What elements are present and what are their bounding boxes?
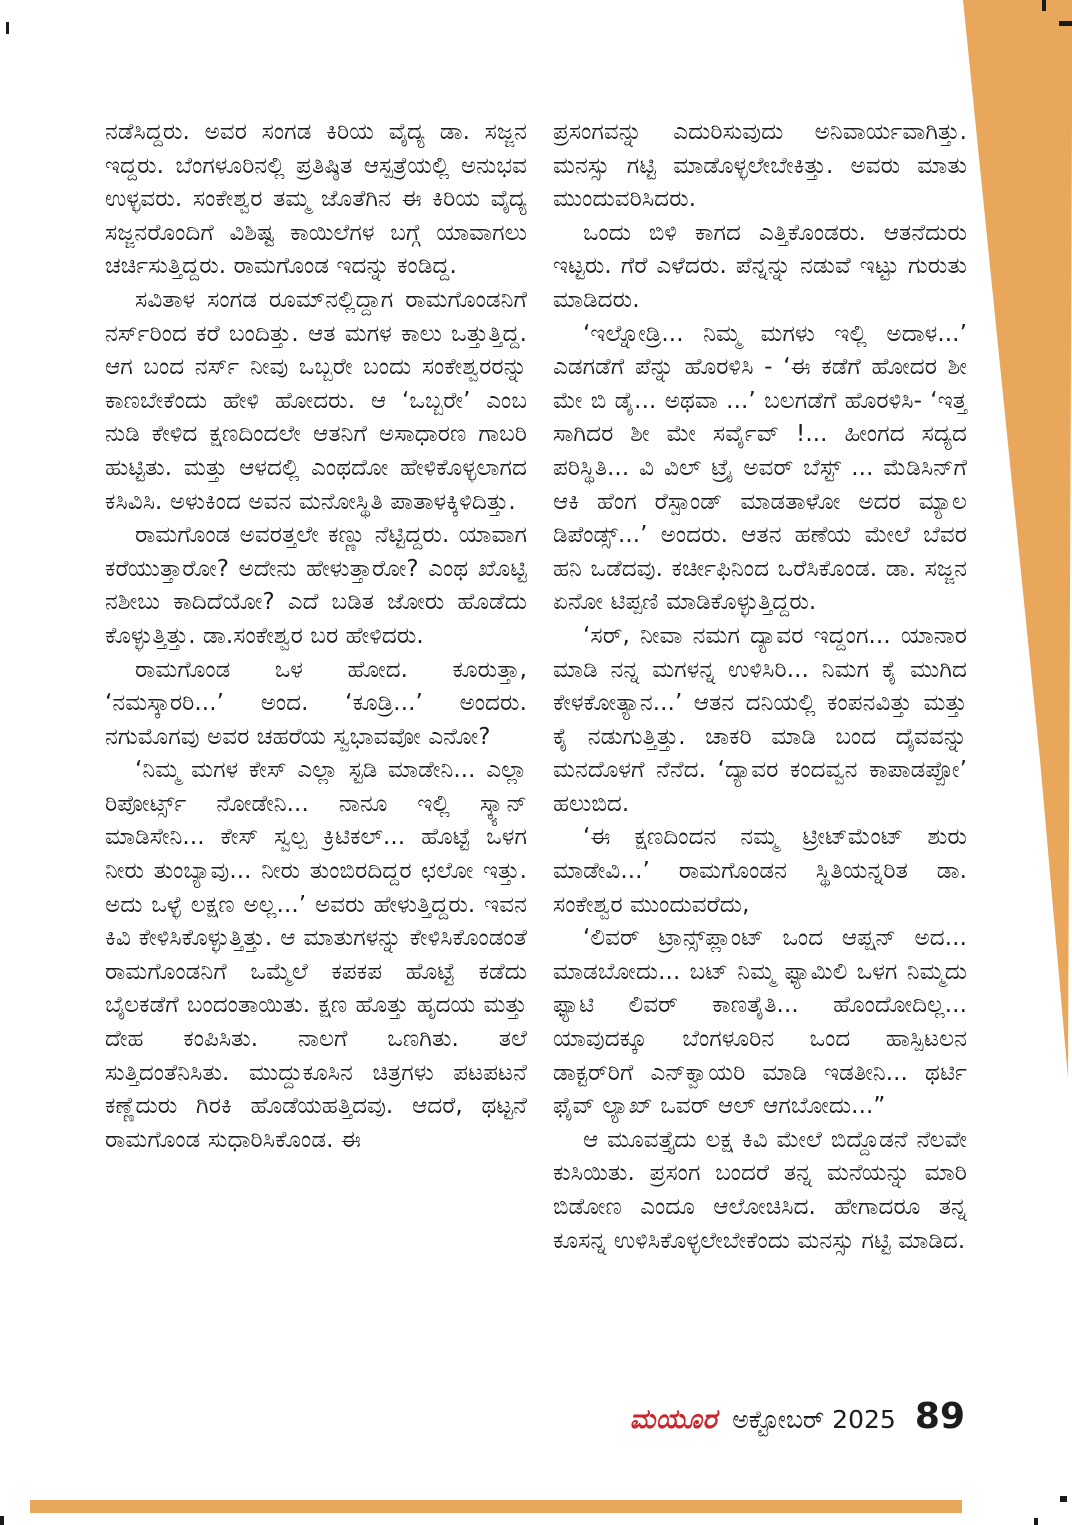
body-paragraph: ‘ನಿಮ್ಮ ಮಗಳ ಕೇಸ್ ಎಲ್ಲಾ ಸ್ಟಡಿ ಮಾಡೇನಿ... ಎಲ್ಲಾ ರಿಪೋರ್ಟ್ಸ್ ನೋಡೇನಿ... ನಾನೂ ಇಲ್ಲಿ ಸ್ಕ್ಯಾನ್ ಮಾಡಿಸೇನಿ... ಕೇಸ್ ಸ್ವಲ್ಪ ಕ್ರಿಟಿಕಲ್... ಹೊಟ್ಟೆ ಒಳಗ ನೀರು ತುಂಬ್ಯಾವು... ನೀರು ತುಂಬಿರದಿದ್ದರ ಛಲೋ ಇತ್ತು. ಅದು ಒಳ್ಳೆ ಲಕ್ಷಣ ಅಲ್ಲ...’ ಅವರು ಹೇಳುತ್ತಿದ್ದರು. ಇವನ ಕಿವಿ ಕೇಳಿಸಿಕೊಳ್ಳುತ್ತಿತ್ತು. ಆ ಮಾತುಗಳನ್ನು ಕೇಳಿಸಿಕೊಂಡಂತೆ ರಾಮಗೊಂಡನಿಗೆ ಒಮ್ಮೆಲೆ ಕಪಕಪ ಹೊಟ್ಟೆ ಕಡೆದು ಬೈಲಕಡೆಗೆ ಬಂದಂತಾಯಿತು. ಕ್ಷಣ ಹೊತ್ತು ಹೃದಯ ಮತ್ತು ದೇಹ ಕಂಪಿಸಿತು. ನಾಲಗೆ ಒಣಗಿತು. ತಲೆ ಸುತ್ತಿದಂತೆನಿಸಿತು. ಮುದ್ದುಕೂಸಿನ ಚಿತ್ರಗಳು ಪಟಪಟನೆ ಕಣ್ಣೆದುರು ಗಿರಕಿ ಹೊಡೆಯಹತ್ತಿದವು. ಆದರೆ, ಥಟ್ಟನೆ ರಾಮಗೊಂಡ ಸುಧಾರಿಸಿಕೊಂಡ. ಈ bbox=[105, 757, 527, 1153]
body-paragraph: ಪ್ರಸಂಗವನ್ನು ಎದುರಿಸುವುದು ಅನಿವಾರ್ಯವಾಗಿತ್ತು. ಮನಸ್ಸು ಗಟ್ಟಿ ಮಾಡೊಳ್ಳಲೇಬೇಕಿತ್ತು. ಅವರು ಮಾತು ಮುಂದುವರಿಸಿದರು. bbox=[553, 119, 967, 213]
page-number: 89 bbox=[914, 1396, 965, 1437]
body-paragraph: ‘ಇಲ್ನೋಡ್ರಿ... ನಿಮ್ಮ ಮಗಳು ಇಲ್ಲಿ ಅದಾಳ...’ ಎಡಗಡೆಗೆ ಪೆನ್ನು ಹೊರಳಿಸಿ - ‘ಈ ಕಡೆಗೆ ಹೋದರ ಶೀ ಮೇ ಬಿ ಡೈ... ಅಥವಾ ...’ ಬಲಗಡೆಗೆ ಹೊರಳಿಸಿ- ‘ಇತ್ತ ಸಾಗಿದರ ಶೀ ಮೇ ಸರ್ವೈವ್ !... ಹೀಂಗದ ಸದ್ಯದ ಪರಿಸ್ಥಿತಿ... ವಿ ವಿಲ್ ಟ್ರೈ ಅವರ್ ಬೆಸ್ಟ್ ... ಮೆಡಿಸಿನ್‌ಗೆ ಆಕಿ ಹೆಂಗ ರೆಸ್ಪಾಂಡ್ ಮಾಡತಾಳೋ ಅದರ ಮ್ಯಾಲ ಡಿಪೆಂಡ್ಸ್...’ ಅಂದರು. ಆತನ ಹಣೆಯ ಮೇಲೆ ಬೆವರ ಹನಿ ಒಡೆದವು. ಕರ್ಚೀಫಿನಿಂದ ಒರೆಸಿಕೊಂಡ. ಡಾ. ಸಜ್ಜನ ಏನೋ ಟಿಪ್ಪಣಿ ಮಾಡಿಕೊಳ್ಳುತ್ತಿದ್ದರು. bbox=[553, 320, 967, 616]
issue-date: ಅಕ್ಟೋಬರ್ 2025 bbox=[732, 1405, 896, 1434]
magazine-title: ಮಯೂರ bbox=[629, 1404, 718, 1435]
crop-mark bbox=[1059, 21, 1072, 26]
crop-mark bbox=[1034, 1518, 1038, 1525]
body-paragraph: ಒಂದು ಬಿಳಿ ಕಾಗದ ಎತ್ತಿಕೊಂಡರು. ಆತನೆದುರು ಇಟ್ಟರು. ಗೆರೆ ಎಳೆದರು. ಪೆನ್ನನ್ನು ನಡುವೆ ಇಟ್ಟು ಗುರುತು ಮಾಡಿದರು. bbox=[553, 219, 967, 313]
body-paragraph: ನಡೆಸಿದ್ದರು. ಅವರ ಸಂಗಡ ಕಿರಿಯ ವೈದ್ಯ ಡಾ. ಸಜ್ಜನ ಇದ್ದರು. ಬೆಂಗಳೂರಿನಲ್ಲಿ ಪ್ರತಿಷ್ಠಿತ ಆಸ್ಪತ್ರೆಯಲ್ಲಿ ಅನುಭವ ಉಳ್ಳವರು. ಸಂಕೇಶ್ವರ ತಮ್ಮ ಜೊತೆಗಿನ ಈ ಕಿರಿಯ ವೈದ್ಯ ಸಜ್ಜನರೊಂದಿಗೆ ವಿಶಿಷ್ಟ ಕಾಯಿಲೆಗಳ ಬಗ್ಗೆ ಯಾವಾಗಲು ಚರ್ಚಿಸುತ್ತಿದ್ದರು. ರಾಮಗೊಂಡ ಇದನ್ನು ಕಂಡಿದ್ದ. bbox=[105, 119, 527, 280]
text-column-left bbox=[105, 116, 527, 1157]
body-paragraph: ‘ಸರ್, ನೀವಾ ನಮಗ ದ್ಯಾವರ ಇದ್ದಂಗ... ಯಾನಾರ ಮಾಡಿ ನನ್ನ ಮಗಳನ್ನ ಉಳಿಸಿರಿ... ನಿಮಗ ಕೈ ಮುಗಿದ ಕೇಳಕೋತ್ಯಾನ...’ ಆತನ ದನಿಯಲ್ಲಿ ಕಂಪನವಿತ್ತು ಮತ್ತು ಕೈ ನಡುಗುತ್ತಿತ್ತು. ಚಾಕರಿ ಮಾಡಿ ಬಂದ ದೈವವನ್ನು ಮನದೊಳಗೆ ನೆನೆದ. ‘ದ್ಯಾವರ ಕಂದವ್ವನ ಕಾಪಾಡಪ್ಪೋ’ ಹಲುಬಿದ. bbox=[553, 622, 967, 817]
body-paragraph: ರಾಮಗೊಂಡ ಅವರತ್ತಲೇ ಕಣ್ಣು ನೆಟ್ಟಿದ್ದರು. ಯಾವಾಗ ಕರೆಯುತ್ತಾರೋ? ಅದೇನು ಹೇಳುತ್ತಾರೋ? ಎಂಥ ಖೊಟ್ಟಿ ನಶೀಬು ಕಾದಿದೆಯೋ? ಎದೆ ಬಡಿತ ಜೋರು ಹೊಡೆದು ಕೊಳ್ಳುತ್ತಿತ್ತು. ಡಾ.ಸಂಕೇಶ್ವರ ಬರ ಹೇಳಿದರು. bbox=[105, 522, 527, 649]
crop-mark bbox=[1042, 0, 1046, 11]
crop-mark bbox=[0, 1516, 4, 1525]
body-paragraph: ಸವಿತಾಳ ಸಂಗಡ ರೂಮ್‌ನಲ್ಲಿದ್ದಾಗ ರಾಮಗೊಂಡನಿಗೆ ನರ್ಸ್‌ರಿಂದ ಕರೆ ಬಂದಿತ್ತು. ಆತ ಮಗಳ ಕಾಲು ಒತ್ತುತ್ತಿದ್ದ. ಆಗ ಬಂದ ನರ್ಸ್ ನೀವು ಒಬ್ಬರೇ ಬಂದು ಸಂಕೇಶ್ವರರನ್ನು ಕಾಣಬೇಕೆಂದು ಹೇಳಿ ಹೋದರು. ಆ ‘ಒಬ್ಬರೇ’ ಎಂಬ ನುಡಿ ಕೇಳಿದ ಕ್ಷಣದಿಂದಲೇ ಆತನಿಗೆ ಅಸಾಧಾರಣ ಗಾಬರಿ ಹುಟ್ಟಿತು. ಮತ್ತು ಆಳದಲ್ಲಿ ಎಂಥದೋ ಹೇಳಿಕೊಳ್ಳಲಾಗದ ಕಸಿವಿಸಿ. ಅಳುಕಿಂದ ಅವನ ಮನೋಸ್ಥಿತಿ ಪಾತಾಳಕ್ಕಿಳಿದಿತ್ತು. bbox=[105, 286, 527, 515]
page-footer bbox=[0, 1396, 965, 1437]
bottom-strip-decoration bbox=[30, 1500, 962, 1513]
body-paragraph: ‘ಈ ಕ್ಷಣದಿಂದನ ನಮ್ಮ ಟ್ರೀಟ್‌ಮೆಂಟ್ ಶುರು ಮಾಡೇವಿ...’ ರಾಮಗೊಂಡನ ಸ್ಥಿತಿಯನ್ನರಿತ ಡಾ. ಸಂಕೇಶ್ವರ ಮುಂದುವರೆದು, bbox=[553, 824, 967, 918]
body-paragraph: ‘ಲಿವರ್ ಟ್ರಾನ್ಸ್‌ಪ್ಲಾಂಟ್ ಒಂದ ಆಪ್ಷನ್ ಅದ... ಮಾಡಬೋದು... ಬಟ್ ನಿಮ್ಮ ಫ್ಯಾಮಿಲಿ ಒಳಗ ನಿಮ್ಮದು ಫ್ಯಾಟಿ ಲಿವರ್ ಕಾಣತೈತಿ... ಹೊಂದೋದಿಲ್ಲ... ಯಾವುದಕ್ಕೂ ಬೆಂಗಳೂರಿನ ಒಂದ ಹಾಸ್ಪಿಟಲನ ಡಾಕ್ಟರ್‌ರಿಗೆ ಎನ್‌ಕ್ವಾಯರಿ ಮಾಡಿ ಇಡತೀನಿ... ಥರ್ಟಿ ಫೈವ್ ಲ್ಯಾಖ್ ಒವರ್ ಆಲ್ ಆಗಬೋದು...” bbox=[553, 925, 967, 1120]
text-column-right bbox=[553, 116, 967, 1258]
crop-mark bbox=[1060, 1496, 1067, 1502]
body-paragraph: ರಾಮಗೊಂಡ ಒಳ ಹೋದ. ಕೂರುತ್ತಾ, ‘ನಮಸ್ಕಾರರಿ...’ ಅಂದ. ‘ಕೂಡ್ರಿ...’ ಅಂದರು. ನಗುಮೊಗವು ಅವರ ಚಹರೆಯ ಸ್ವಭಾವವೋ ಎನೋ? bbox=[105, 656, 527, 750]
body-paragraph: ಆ ಮೂವತ್ತೈದು ಲಕ್ಷ ಕಿವಿ ಮೇಲೆ ಬಿದ್ದೊಡನೆ ನೆಲವೇ ಕುಸಿಯಿತು. ಪ್ರಸಂಗ ಬಂದರೆ ತನ್ನ ಮನೆಯನ್ನು ಮಾರಿ ಬಿಡೋಣ ಎಂದೂ ಆಲೋಚಿಸಿದ. ಹೇಗಾದರೂ ತನ್ನ ಕೂಸನ್ನ ಉಳಿಸಿಕೊಳ್ಳಲೇಬೇಕೆಂದು ಮನಸ್ಸು ಗಟ್ಟಿ ಮಾಡಿದ. bbox=[553, 1126, 967, 1254]
crop-mark bbox=[6, 22, 9, 34]
